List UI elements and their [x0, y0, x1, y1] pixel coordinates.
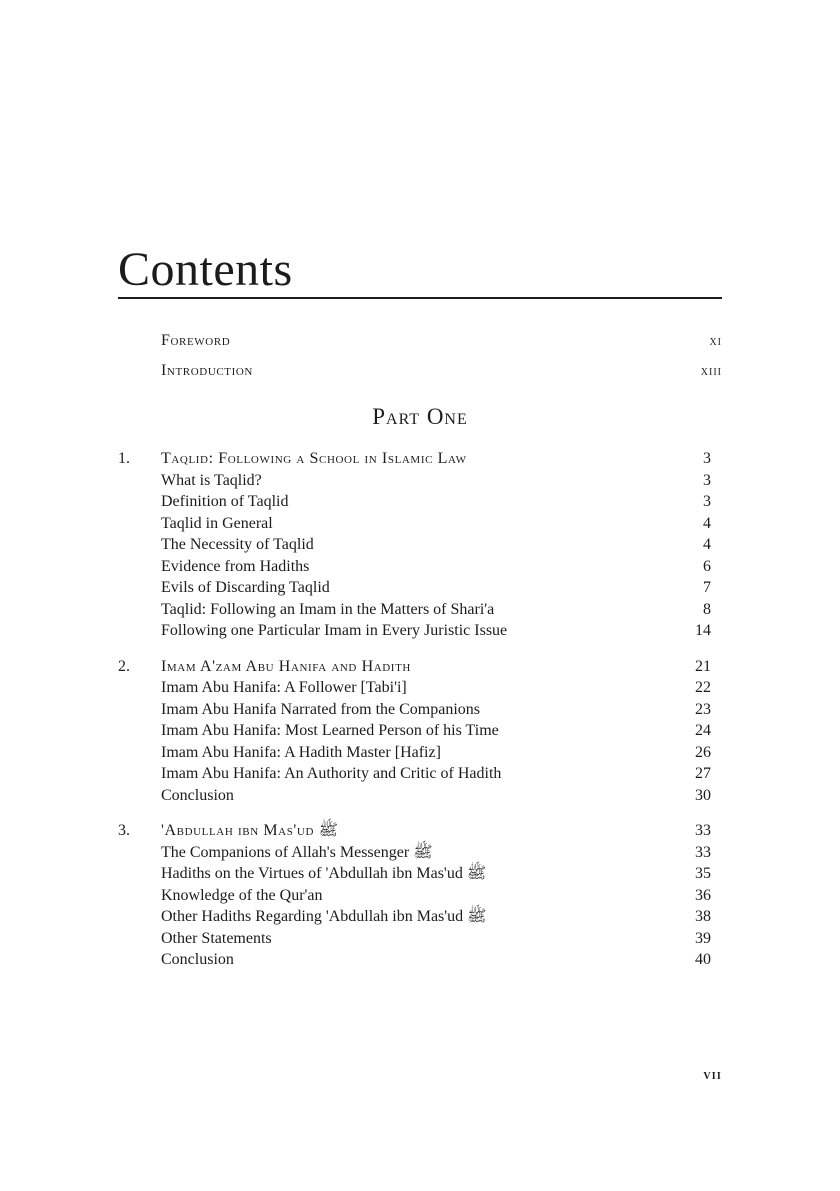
front-matter: [161, 330, 722, 390]
toc-entry[interactable]: [118, 599, 711, 621]
toc-entry[interactable]: [118, 677, 711, 699]
chapter-3: [118, 820, 711, 971]
entry-page: 23: [695, 700, 711, 718]
entry-page: 30: [695, 786, 711, 804]
toc-entry[interactable]: [118, 906, 711, 928]
toc-entry-introduction[interactable]: [161, 360, 722, 390]
entry-label: Following one Particular Imam in Every Juristic Issue: [161, 622, 508, 639]
entry-page: 33: [695, 843, 711, 861]
toc-entry[interactable]: [118, 470, 711, 492]
entry-page: 22: [695, 679, 711, 696]
entry-page: 7: [703, 579, 711, 596]
entry-label: Other Statements: [161, 929, 272, 947]
entry-page: xiii: [700, 364, 722, 379]
entry-label: Foreword: [161, 332, 231, 349]
entry-label: What is Taqlid?: [161, 471, 262, 489]
toc-entry[interactable]: [118, 720, 711, 742]
entry-page: 35: [695, 865, 711, 882]
entry-page: 38: [695, 908, 711, 925]
entry-page: 40: [695, 951, 711, 968]
chapter-number: 3.: [118, 822, 130, 839]
chapter-heading[interactable]: [118, 448, 711, 470]
entry-page: 4: [703, 514, 711, 532]
toc-entry[interactable]: [118, 491, 711, 513]
entry-label: Imam Abu Hanifa Narrated from the Companions: [161, 700, 481, 718]
toc-entry[interactable]: [118, 513, 711, 535]
entry-label: Imam Abu Hanifa: An Authority and Critic of Hadith: [161, 765, 502, 782]
entry-label: Taqlid in General: [161, 514, 273, 532]
toc-entry[interactable]: [118, 928, 711, 950]
entry-page: 36: [695, 886, 711, 904]
toc-entry[interactable]: [118, 742, 711, 764]
chapter-heading[interactable]: [118, 820, 711, 842]
page-number: vii: [703, 1068, 722, 1083]
toc-entry[interactable]: [118, 949, 711, 971]
toc-entry[interactable]: [118, 620, 711, 642]
chapter-page: 3: [703, 450, 711, 467]
chapter-list: [118, 448, 711, 985]
toc-entry[interactable]: [118, 534, 711, 556]
entry-label: Definition of Taqlid: [161, 493, 289, 510]
entry-page: 4: [703, 536, 711, 553]
chapter-number: 2.: [118, 657, 130, 675]
toc-entry[interactable]: [118, 699, 711, 721]
entry-page: 8: [703, 600, 711, 618]
chapter-title: Taqlid: Following a School in Islamic Law: [161, 450, 467, 467]
entry-label: Imam Abu Hanifa: Most Learned Person of his Time: [161, 722, 499, 739]
toc-entry-foreword[interactable]: [161, 330, 722, 360]
toc-entry[interactable]: [118, 556, 711, 578]
toc-entry[interactable]: [118, 842, 711, 864]
entry-label: Evils of Discarding Taqlid: [161, 579, 330, 596]
entry-page: 14: [695, 622, 711, 639]
entry-label: Imam Abu Hanifa: A Hadith Master [Hafiz]: [161, 743, 441, 761]
chapter-1: [118, 448, 711, 642]
entry-page: 26: [695, 743, 711, 761]
entry-page: xi: [709, 334, 722, 349]
toc-entry[interactable]: [118, 577, 711, 599]
title-rule: [118, 297, 722, 299]
chapter-heading[interactable]: [118, 656, 711, 678]
entry-page: 3: [703, 471, 711, 489]
entry-label: Other Hadiths Regarding 'Abdullah ibn Mas'ud ﷺ: [161, 908, 487, 925]
entry-page: 27: [695, 765, 711, 782]
page-title: Contents: [118, 243, 293, 296]
entry-label: Conclusion: [161, 786, 234, 804]
toc-entry[interactable]: [118, 763, 711, 785]
chapter-2: [118, 656, 711, 807]
chapter-page: 21: [695, 657, 711, 675]
entry-label: Evidence from Hadiths: [161, 557, 310, 575]
entry-label: The Necessity of Taqlid: [161, 536, 314, 553]
entry-label: Knowledge of the Qur'an: [161, 886, 323, 904]
entry-label: Hadiths on the Virtues of 'Abdullah ibn Mas'ud ﷺ: [161, 865, 487, 882]
entry-page: 3: [703, 493, 711, 510]
entry-page: 24: [695, 722, 711, 739]
entry-label: Conclusion: [161, 951, 234, 968]
entry-label: Introduction: [161, 362, 253, 379]
toc-entry[interactable]: [118, 785, 711, 807]
chapter-title: 'Abdullah ibn Mas'ud ﷺ: [161, 822, 338, 839]
chapter-page: 33: [695, 822, 711, 839]
toc-entry[interactable]: [118, 863, 711, 885]
entry-page: 6: [703, 557, 711, 575]
entry-label: The Companions of Allah's Messenger ﷺ: [161, 843, 433, 861]
entry-page: 39: [695, 929, 711, 947]
entry-label: Taqlid: Following an Imam in the Matters of Shari'a: [161, 600, 495, 618]
chapter-title: Imam A'zam Abu Hanifa and Hadith: [161, 657, 411, 675]
toc-entry[interactable]: [118, 885, 711, 907]
entry-label: Imam Abu Hanifa: A Follower [Tabi'i]: [161, 679, 407, 696]
chapter-number: 1.: [118, 450, 130, 467]
part-heading: Part One: [372, 404, 468, 429]
